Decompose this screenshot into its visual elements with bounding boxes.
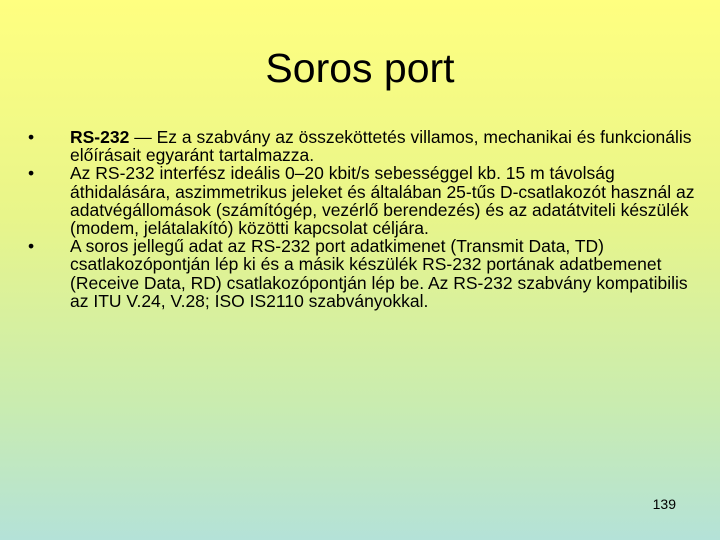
bullet-icon: • <box>28 127 35 147</box>
page-number: 139 <box>652 496 676 512</box>
bullet-text: Az RS-232 interfész ideális 0–20 kbit/s sebességgel kb. 15 m távolság áthidalására, aszimmetrikus jeleket és általában 25-tűs D-csatlakozót használ az adatvégállomások (számítógép, vezérlő berendezés) és az adatátviteli készülék (modem, jelátalakító) közötti kapcsolat céljára. <box>70 163 695 239</box>
bullet-text: — Ez a szabvány az összeköttetés villamos, mechanikai és funkcionális előírásait egyaránt tartalmazza. <box>70 127 692 166</box>
bullet-term: RS-232 <box>70 127 130 147</box>
bullet-text: A soros jellegű adat az RS-232 port adatkimenet (Transmit Data, TD) csatlakozópontján lép ki és a másik készülék RS-232 portának adatbemenet (Receive Data, RD) csatlakozópontján lép be. Az RS-232 szabvány kompatibilis az ITU V.24, V.28; ISO IS2110 szabványokkal. <box>70 236 688 311</box>
bullet-item-rs232-definition <box>26 128 696 164</box>
slide-title: Soros port <box>265 45 455 91</box>
bullet-list <box>26 128 696 310</box>
bullet-icon: • <box>28 163 35 184</box>
bullet-item-data-flow <box>26 237 696 310</box>
bullet-icon: • <box>28 236 35 257</box>
bullet-item-interface-description <box>26 164 696 237</box>
